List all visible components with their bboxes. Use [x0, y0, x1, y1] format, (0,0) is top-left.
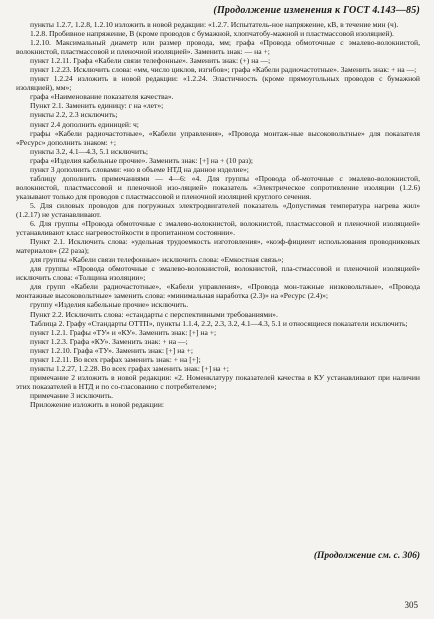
paragraph: Пункт 2.1. Заменить единицу: г на «лет»;: [30, 101, 164, 111]
paragraph: графа «Изделия кабельные прочие». Заменить знак: [+] на + (10 раз);: [30, 155, 254, 165]
paragraph: пункт 2.4 дополнить единицей: ч;: [30, 119, 139, 129]
paragraph: 1.2.10. Максимальный диаметр или размер провода, мм; графа «Провода обмоточные с эмалево-волокнистой, волокнистой, пластмассовой и пленочной изоляцией». Заменить знак: — на +;: [16, 38, 420, 57]
paragraph: пункт 1.2.24 изложить в новой редакции: «1.2.24. Эластичность (кроме прямоугольных проводов с бумажной изоляцией), мм»;: [16, 74, 420, 93]
paragraph: примечание 2 изложить в новой редакции: «2. Номенклатуру показателей качества в КУ устанавливают при наличии этих показателей в НТД и по со-гласованию с потребителем»;: [16, 372, 420, 391]
page-number: 305: [404, 600, 418, 610]
paragraph: 5. Для силовых проводов для погружных электродвигателей показатель «Допустимая температура нагрева жил» (1.2.17) не устанавливают.: [16, 200, 420, 219]
paragraph: примечание 3 исключить.: [30, 390, 114, 400]
paragraph: пункты 2.2, 2.3 исключить;: [30, 110, 118, 120]
paragraph: пункт 1.2.10. Графа «ТУ». Заменить знак: [+] на +;: [30, 345, 193, 355]
paragraph: графы «Кабели радиочастотные», «Кабели управления», «Провода монтаж-ные высоковольтные» для показателя «Ресурс» дополнить знаком: +;: [16, 128, 420, 147]
paragraph: пункты 3.2, 4.1—4.3, 5.1 исключить;: [30, 146, 148, 156]
document-body: [16, 20, 420, 409]
paragraph: пункт 1.2.23. Исключить слова: «мм, число циклов, изгибов»; графа «Кабели радиочастотные». Заменить знак: + на —;: [30, 65, 417, 75]
paragraph: 6. Для группы «Провода обмоточные с эмалево-волокнистой, волокнистой, пластмассовой и пленочной изоляцией» устанавливают класс нагревостойкости в пропитанном состоянии».: [16, 219, 420, 238]
page-header: (Продолжение изменения к ГОСТ 4.143—85): [213, 5, 420, 16]
paragraph: пункт 1.2.1. Графы «ТУ» и «КУ». Заменить знак: [+] на +;: [30, 327, 217, 337]
paragraph: 1.2.8. Пробивное напряжение, В (кроме проводов с бумажной, хлопчатобу-мажной и пластмассовой изоляцией).: [30, 29, 394, 39]
paragraph: пункт 3 дополнить словами: «но в объеме НТД на данное изделие»;: [30, 164, 249, 174]
paragraph: Пункт 2.1. Исключить слова: «удельная трудоемкость изготовления», «коэф-фициент использования проводниковых материалов» (22 раза);: [16, 237, 420, 256]
continuation-note: (Продолжение см. с. 306): [313, 551, 420, 561]
paragraph: Таблица 2. Графу «Стандарты ОТТП», пункты 1.1.4, 2.2, 2.3, 3.2, 4.1—4.3, 5.1 и относящиеся показатели исключить;: [30, 318, 408, 328]
paragraph: Пункт 2.2. Исключить слова: «стандарты с перспективными требованиями».: [30, 309, 278, 319]
paragraph: пункт 1.2.11. Графа «Кабели связи телефонные». Заменить знак: (+) на —;: [30, 56, 271, 66]
paragraph: для группы «Кабели связи телефонные» исключить слова: «Емкостная связь»;: [30, 255, 284, 265]
paragraph: таблицу дополнить примечаниями — 4—6: «4. Для группы «Провода об-моточные с эмалево-волокнистой, волокнистой, пластмассовой и пленочной изо-ляцией» показатель «Электрическое сопротивление изоляции (1.2.6) указывают только для проводов с пластмассовой и пленочной изоляцией круглого сечения.: [16, 173, 420, 201]
paragraph: пункты 1.2.27, 1.2.28. Во всех графах заменить знак: [+] на +;: [30, 363, 229, 373]
paragraph: группу «Изделия кабельные прочие» исключить.: [30, 300, 189, 310]
paragraph: пункт 1.2.3. Графа «КУ». Заменить знак: + на —;: [30, 336, 188, 346]
paragraph: Приложение изложить в новой редакции:: [30, 399, 165, 409]
paragraph: для группы «Провода обмоточные с эмалево-волокнистой, волокнистой, пла-стмассовой и пленочной изоляцией» исключить слова: «Толщина изоляции»;: [16, 264, 420, 283]
paragraph: пункты 1.2.7, 1.2.8, 1.2.10 изложить в новой редакции: «1.2.7. Испытатель-ное напряжение, кВ, в течение мин (ч).: [30, 20, 399, 29]
paragraph: для групп «Кабели радиочастотные», «Кабели управления», «Провода мон-тажные низковольтные», «Провода монтажные высоковольтные» заменить слова: «минимальная наработка (2.3)» на «Ресурс (2.4)»;: [16, 282, 420, 301]
paragraph: графа «Наименование показателя качества».: [30, 92, 174, 102]
paragraph: пункт 1.2.11. Во всех графах заменить знак: + на [+];: [30, 354, 201, 364]
